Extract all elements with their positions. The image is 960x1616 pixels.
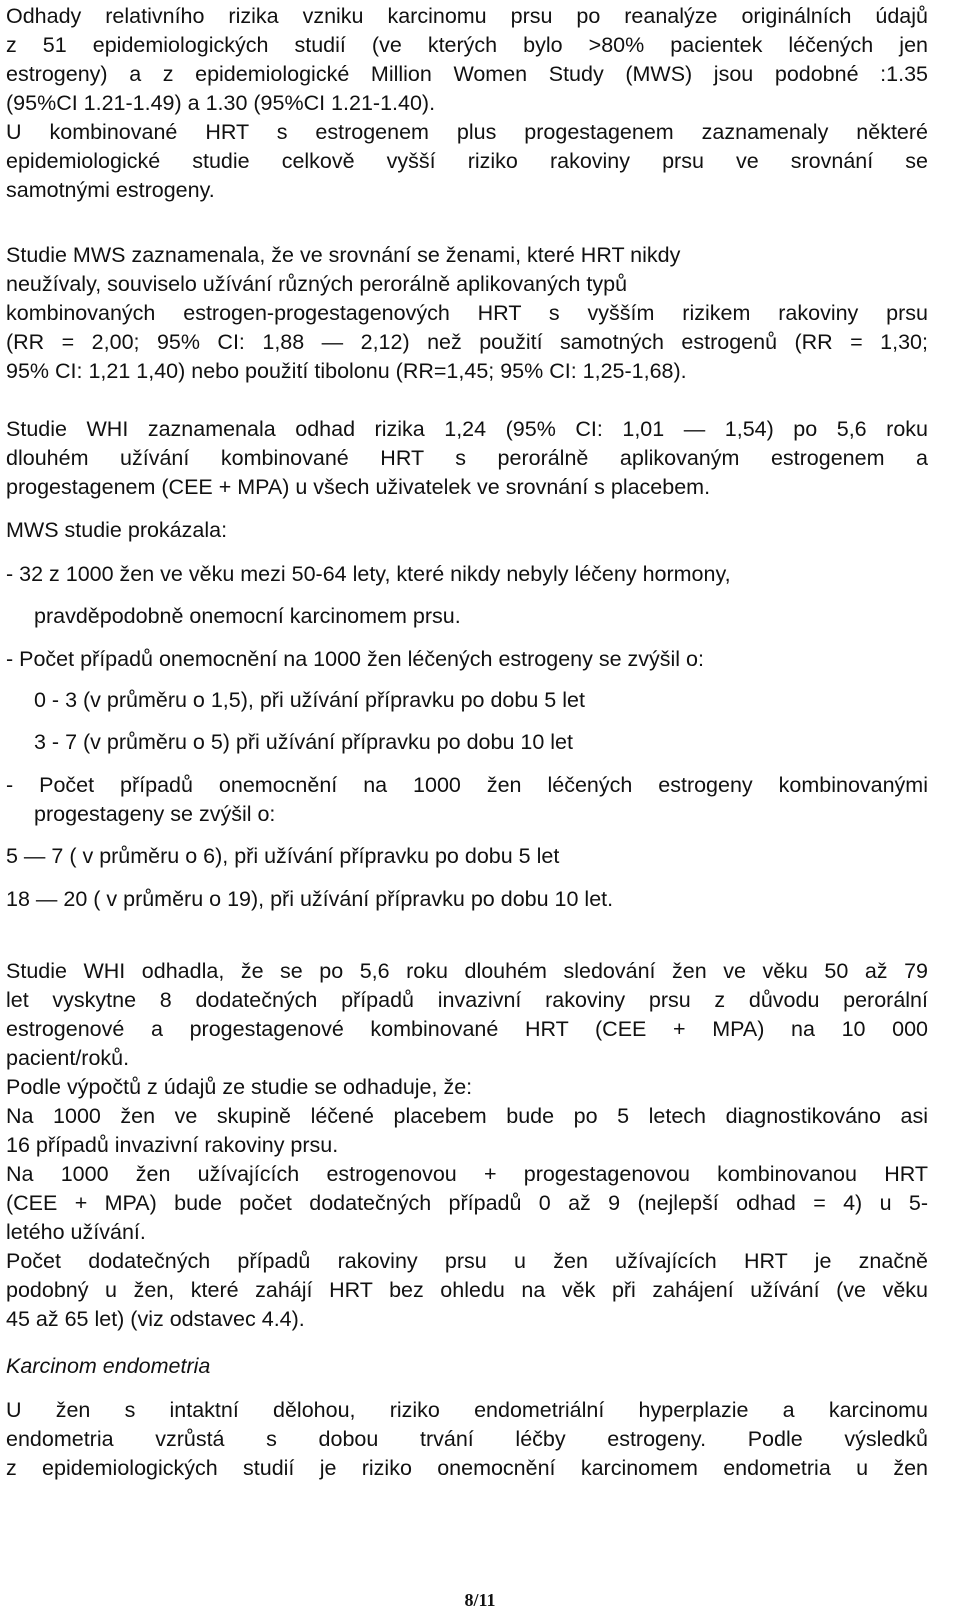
text-line: dlouhém užívání kombinované HRT s perorálně aplikovaným estrogenem a xyxy=(6,446,928,470)
text-line: podobný u žen, které zahájí HRT bez ohledu na věk při zahájení užívání (ve věku xyxy=(6,1278,928,1302)
text-line: Studie WHI zaznamenala odhad rizika 1,24 (95% CI: 1,01 — 1,54) po 5,6 roku xyxy=(6,417,928,441)
text-line: pacient/roků. xyxy=(6,1046,130,1070)
text-line: Počet dodatečných případů rakoviny prsu u žen užívajících HRT je značně xyxy=(6,1249,928,1273)
text-line: Na 1000 žen užívajících estrogenovou + progestagenovou kombinovanou HRT xyxy=(6,1162,928,1186)
text-line: (RR = 2,00; 95% CI: 1,88 — 2,12) než použití samotných estrogenů (RR = 1,30; xyxy=(6,330,928,354)
paragraph-relative-risk xyxy=(6,2,928,205)
text-line: neužívaly, souviselo užívání různých perorálně aplikovaných typů xyxy=(6,272,628,296)
text-line: 16 případů invazivní rakoviny prsu. xyxy=(6,1133,339,1157)
text-line: Studie MWS zaznamenala, že ve srovnání se ženami, které HRT nikdy xyxy=(6,243,681,267)
text-line: (CEE + MPA) bude počet dodatečných případů 0 až 9 (nejlepší odhad = 4) u 5- xyxy=(6,1191,928,1215)
text-line: Na 1000 žen ve skupině léčené placebem bude po 5 letech diagnostikováno asi xyxy=(6,1104,928,1128)
list-subitem: 3 - 7 (v průměru o 5) při užívání přípravku po dobu 10 let xyxy=(34,730,573,754)
text-line: (95%CI 1.21-1.49) a 1.30 (95%CI 1.21-1.40). xyxy=(6,91,436,115)
list-item-continuation: pravděpodobně onemocní karcinomem prsu. xyxy=(34,604,461,628)
list-item-continuation: progestageny se zvýšil o: xyxy=(34,802,276,826)
text-line: let vyskytne 8 dodatečných případů invazivní rakoviny prsu z důvodu perorální xyxy=(6,988,928,1012)
paragraph-endometrium xyxy=(6,1396,928,1483)
text-line: estrogeny) a z epidemiologické Million Women Study (MWS) jsou podobné :1.35 xyxy=(6,62,928,86)
list-subitem: 5 — 7 ( v průměru o 6), při užívání přípravku po dobu 5 let xyxy=(6,844,560,868)
text-line: U žen s intaktní dělohou, riziko endometriální hyperplazie a karcinomu xyxy=(6,1398,928,1422)
text-line: z 51 epidemiologických studií (ve kterých bylo >80% pacientek léčených jen xyxy=(6,33,928,57)
text-line: z epidemiologických studií je riziko onemocnění karcinomem endometria u žen xyxy=(6,1456,928,1480)
mws-heading: MWS studie prokázala: xyxy=(6,518,228,542)
text-line: progestagenem (CEE + MPA) u všech uživatelek ve srovnání s placebem. xyxy=(6,475,711,499)
text-line: Odhady relativního rizika vzniku karcinomu prsu po reanalýze originálních údajů xyxy=(6,4,928,28)
paragraph-whi-estimate xyxy=(6,415,928,502)
section-heading: Karcinom endometria xyxy=(6,1354,211,1378)
text-line: letého užívání. xyxy=(6,1220,146,1244)
text-line: Studie WHI odhadla, že se po 5,6 roku dlouhém sledování žen ve věku 50 až 79 xyxy=(6,959,928,983)
text-line: samotnými estrogeny. xyxy=(6,178,215,202)
text-line: 95% CI: 1,21 1,40) nebo použití tibolonu (RR=1,45; 95% CI: 1,25-1,68). xyxy=(6,359,687,383)
paragraph-mws-study xyxy=(6,241,928,386)
list-item: - Počet případů onemocnění na 1000 žen léčených estrogeny kombinovanými xyxy=(6,773,928,797)
list-item: - Počet případů onemocnění na 1000 žen léčených estrogeny se zvýšil o: xyxy=(6,647,704,671)
text-line: endometria vzrůstá s dobou trvání léčby estrogeny. Podle výsledků xyxy=(6,1427,928,1451)
paragraph-whi-cases xyxy=(6,957,928,1334)
text-line: estrogenové a progestagenové kombinované HRT (CEE + MPA) na 10 000 xyxy=(6,1017,928,1041)
text-line: 45 až 65 let) (viz odstavec 4.4). xyxy=(6,1307,305,1331)
list-subitem: 0 - 3 (v průměru o 1,5), při užívání přípravku po dobu 5 let xyxy=(34,688,585,712)
text-line: epidemiologické studie celkově vyšší riziko rakoviny prsu ve srovnání se xyxy=(6,149,928,173)
text-line: Podle výpočtů z údajů ze studie se odhaduje, že: xyxy=(6,1075,473,1099)
list-item: - 32 z 1000 žen ve věku mezi 50-64 lety, které nikdy nebyly léčeny hormony, xyxy=(6,562,731,586)
page-number: 8/11 xyxy=(464,1590,496,1610)
list-subitem: 18 — 20 ( v průměru o 19), při užívání přípravku po dobu 10 let. xyxy=(6,887,614,911)
text-line: U kombinované HRT s estrogenem plus progestagenem zaznamenaly některé xyxy=(6,120,928,144)
text-line: kombinovaných estrogen-progestagenových HRT s vyšším rizikem rakoviny prsu xyxy=(6,301,928,325)
